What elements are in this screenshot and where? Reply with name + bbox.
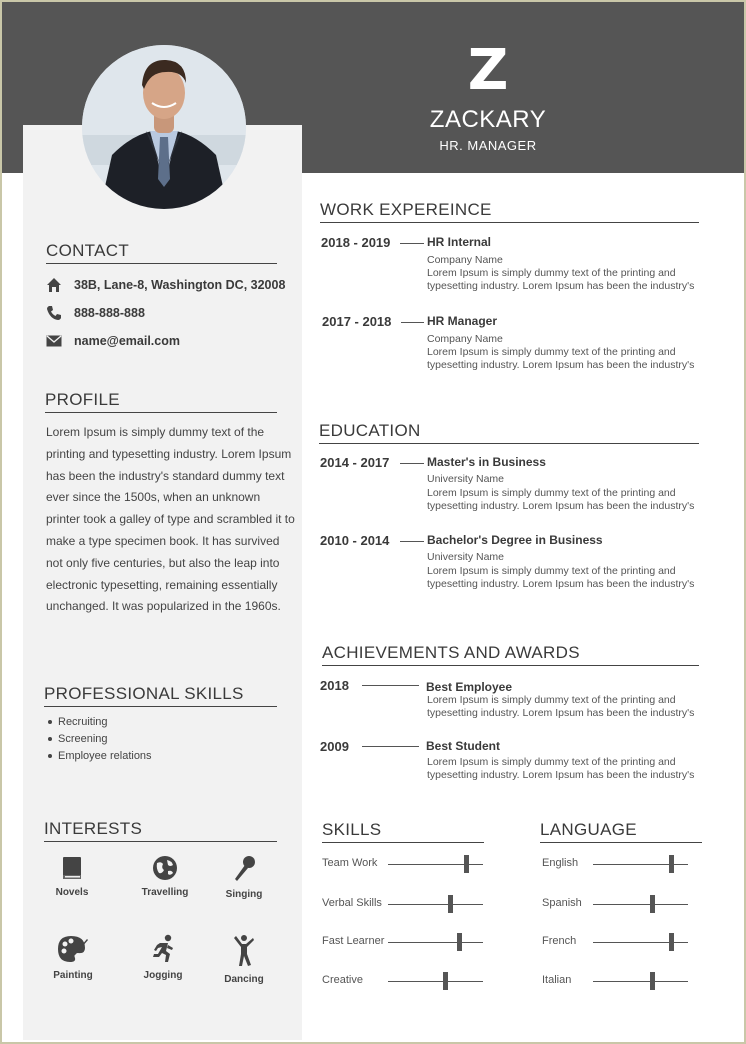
profile-photo (82, 45, 246, 209)
education-2-degree: Bachelor's Degree in Business (427, 533, 603, 547)
achievements-heading: ACHIEVEMENTS AND AWARDS (322, 643, 699, 666)
skill-level-marker (457, 933, 462, 951)
timeline-connector (362, 746, 419, 747)
skill-level-marker (464, 855, 469, 873)
interest-label: Dancing (224, 974, 264, 985)
contact-heading: CONTACT (46, 241, 277, 264)
skill-level-track (388, 904, 483, 905)
interest-travelling (130, 855, 200, 898)
language-level-track (593, 904, 688, 905)
achievement-1-description: Lorem Ipsum is simply dummy text of the printing and typesetting industry. Lorem Ipsum has been the industry's (427, 694, 695, 719)
list-item: Employee relations (48, 747, 152, 764)
work-2-years: 2017 - 2018 (322, 314, 392, 329)
language-level-marker (650, 895, 655, 913)
profile-heading: PROFILE (45, 390, 277, 413)
candidate-name: ZACKARY (429, 106, 547, 133)
globe-icon (151, 855, 179, 881)
achievement-2-description: Lorem Ipsum is simply dummy text of the printing and typesetting industry. Lorem Ipsum has been the industry's (427, 756, 695, 781)
language-level-marker (669, 855, 674, 873)
language-level-marker (650, 972, 655, 990)
achievement-1-year: 2018 (320, 678, 349, 693)
skill-level-marker (448, 895, 453, 913)
dancer-icon (231, 934, 257, 968)
achievement-2-year: 2009 (320, 739, 349, 754)
skill-label: Verbal Skills (322, 897, 382, 909)
education-heading: EDUCATION (319, 421, 699, 444)
palette-icon (56, 934, 90, 964)
timeline-connector (400, 463, 424, 464)
achievement-2-title: Best Student (426, 739, 501, 753)
education-1-years: 2014 - 2017 (320, 455, 390, 470)
professional-skills-list (48, 713, 152, 764)
candidate-title: HR. MANAGER (439, 138, 537, 153)
interests-heading: INTERESTS (44, 819, 277, 842)
interest-jogging (128, 934, 198, 981)
timeline-connector (362, 685, 419, 686)
contact-address (46, 277, 285, 293)
achievement-1-title: Best Employee (426, 680, 513, 694)
language-heading: LANGUAGE (540, 820, 702, 843)
education-1-university: University Name (427, 473, 505, 485)
microphone-icon (231, 855, 257, 883)
interest-label: Painting (53, 970, 93, 981)
runner-icon (149, 934, 177, 964)
timeline-connector (400, 541, 424, 542)
skill-level-track (388, 981, 483, 982)
language-level-marker (669, 933, 674, 951)
language-label: English (542, 857, 579, 869)
interest-label: Novels (55, 887, 89, 898)
professional-skills-heading: PROFESSIONAL SKILLS (44, 684, 277, 707)
address-text: 38B, Lane-8, Washington DC, 32008 (74, 278, 286, 292)
list-item: Screening (48, 730, 152, 747)
interest-dancing (209, 934, 279, 985)
language-label: French (542, 935, 577, 947)
interest-painting (38, 934, 108, 981)
education-1-degree: Master's in Business (427, 455, 546, 469)
interest-label: Singing (225, 889, 263, 900)
monogram: Z (467, 38, 509, 103)
education-2-description: Lorem Ipsum is simply dummy text of the printing and typesetting industry. Lorem Ipsum has been the industry's (427, 565, 695, 590)
timeline-connector (401, 322, 424, 323)
work-1-title: HR Internal (427, 235, 492, 249)
work-2-title: HR Manager (427, 314, 498, 328)
skill-label: Fast Learner (322, 935, 385, 947)
envelope-icon (46, 333, 62, 349)
interest-label: Jogging (143, 970, 183, 981)
book-icon (60, 855, 84, 881)
phone-icon (46, 305, 62, 321)
work-1-company: Company Name (427, 254, 503, 266)
work-heading: WORK EXPEREINCE (320, 200, 699, 223)
language-label: Italian (542, 974, 572, 986)
interest-novels (37, 855, 107, 898)
contact-phone (46, 305, 145, 321)
home-icon (46, 277, 62, 293)
skills-heading: SKILLS (322, 820, 484, 843)
skill-label: Creative (322, 974, 363, 986)
work-1-years: 2018 - 2019 (321, 235, 391, 250)
profile-text: Lorem Ipsum is simply dummy text of the printing and typesetting industry. Lorem Ipsum has been the industry's standard dummy text ever since the 1500s, when an unknown printer took a galley of type and scrambled it to make a type specimen book. It has survived not only five centuries, but also the leap into electronic typesetting, remaining essentially unchanged. It was popularized in the 1960s. (46, 425, 295, 614)
work-2-company: Company Name (427, 333, 503, 345)
email-text[interactable]: name@email.com (74, 334, 180, 348)
education-2-years: 2010 - 2014 (320, 533, 390, 548)
phone-text: 888-888-888 (74, 306, 145, 320)
list-item: Recruiting (48, 713, 152, 730)
education-1-description: Lorem Ipsum is simply dummy text of the printing and typesetting industry. Lorem Ipsum has been the industry's (427, 487, 695, 512)
work-2-description: Lorem Ipsum is simply dummy text of the printing and typesetting industry. Lorem Ipsum has been the industry's (427, 346, 695, 371)
skill-label: Team Work (322, 857, 378, 869)
interest-label: Travelling (141, 887, 189, 898)
skill-level-marker (443, 972, 448, 990)
skill-level-track (388, 942, 483, 943)
work-1-description: Lorem Ipsum is simply dummy text of the printing and typesetting industry. Lorem Ipsum has been the industry's (427, 267, 695, 292)
contact-email (46, 333, 180, 349)
timeline-connector (400, 243, 424, 244)
interest-singing (209, 855, 279, 900)
language-label: Spanish (542, 897, 582, 909)
education-2-university: University Name (427, 551, 505, 563)
language-level-track (593, 981, 688, 982)
